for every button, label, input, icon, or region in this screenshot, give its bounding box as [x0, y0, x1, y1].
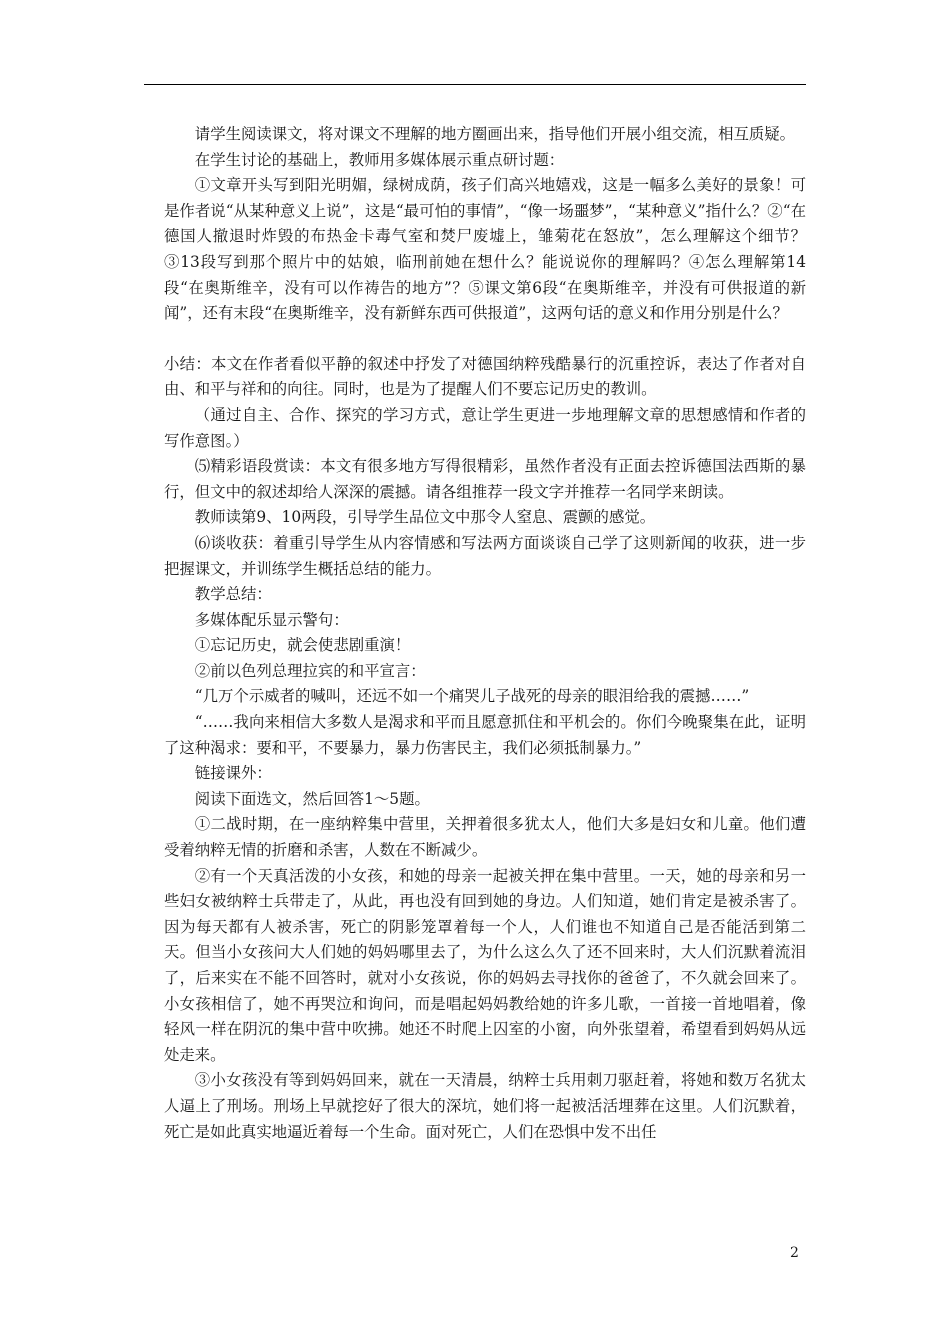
paragraph: 请学生阅读课文，将对课文不理解的地方圈画出来，指导他们开展小组交流，相互质疑。: [194, 125, 796, 143]
paragraph: 链接课外：: [194, 764, 272, 783]
paragraph: ②有一个天真活泼的小女孩，和她的母亲一起被关押在集中营里。一天，她的母亲和另一些妇女被纳粹士兵带走了，从此，再也没有回到她的身边。人们知道，她们肯定是被杀害了。因为每天都有人被杀害，死亡的阴影笼罩着每一个人，人们谁也不知道自己是否能活到第二天。但当小女孩问大人们她的妈妈哪里去了，为什么这么久了还不回来时，大人们沉默着流泪了，后来实在不能不回答时，就对小女孩说，你的妈妈去寻找你的爸爸了，不久就会回来了。小女孩相信了，她不再哭泣和询问，而是唱起妈妈教给她的许多儿歌，一首接一首地唱着，像轻风一样在阴沉的集中营中吹拂。她还不时爬上囚室的小窗，向外张望着，希望看到妈妈从远处走来。: [164, 866, 806, 1064]
quote-paragraph: “……我向来相信大多数人是渴求和平而且愿意抓住和平机会的。你们今晚聚集在此，证明了这种渴求：要和平，不要暴力，暴力伤害民主，我们必须抵制暴力。”: [164, 713, 806, 757]
paragraph: 教学总结：: [194, 585, 272, 604]
paragraph: ①文章开头写到阳光明媚，绿树成荫，孩子们高兴地嬉戏，这是一幅多么美好的景象！可是作者说“从某种意义上说”，这是“最可怕的事情”，“像一场噩梦”，“某种意义”指什么？②“在德国人撤退时炸毁的布热金卡毒气室和焚尸废墟上，雏菊花在怒放”，怎么理解这个细节？③13段写到那个照片中的姑娘，临刑前她在想什么？能说说你的理解吗？④怎么理解第14段“在奥斯维辛，没有可以作祷告的地方”？⑤课文第6段“在奥斯维辛，并没有可供报道的新闻”，还有末段“在奥斯维辛，没有新鲜东西可供报道”，这两句话的意义和作用分别是什么？: [164, 176, 806, 323]
paragraph: （通过自主、合作、探究的学习方式，意让学生更进一步地理解文章的思想感情和作者的写作意图。）: [164, 405, 806, 450]
paragraph: ①忘记历史，就会使悲剧重演！: [194, 636, 411, 655]
paragraph: ①二战时期，在一座纳粹集中营里，关押着很多犹太人，他们大多是妇女和儿童。他们遭受着纳粹无情的折磨和杀害，人数在不断减少。: [164, 815, 806, 860]
page-number: 2: [790, 1245, 799, 1261]
paragraph: ⑸精彩语段赏读：本文有很多地方写得很精彩，虽然作者没有正面去控诉德国法西斯的暴行，但文中的叙述却给人深深的震撼。请各组推荐一段文字并推荐一名同学来朗读。: [164, 457, 806, 501]
paragraph: 阅读下面选文，然后回答1～5题。: [194, 789, 430, 808]
document-body: [164, 122, 806, 1145]
paragraph: 多媒体配乐显示警句：: [194, 610, 349, 629]
paragraph: ⑹谈收获：着重引导学生从内容情感和写法两方面谈谈自己学了这则新闻的收获，进一步把握课文，并训练学生概括总结的能力。: [164, 533, 806, 578]
summary-paragraph: 小结：本文在作者看似平静的叙述中抒发了对德国纳粹残酷暴行的沉重控诉，表达了作者对自由、和平与祥和的向往。同时，也是为了提醒人们不要忘记历史的教训。: [164, 354, 806, 399]
paragraph: ③小女孩没有等到妈妈回来，就在一天清晨，纳粹士兵用刺刀驱赶着，将她和数万名犹太人逼上了刑场。刑场上早就挖好了很大的深坑，她们将一起被活活埋葬在这里。人们沉默着，死亡是如此真实地逼近着每一个生命。面对死亡，人们在恐惧中发不出任: [164, 1071, 806, 1141]
quote-paragraph: “几万个示威者的喊叫，还远不如一个痛哭儿子战死的母亲的眼泪给我的震撼……”: [194, 687, 750, 706]
paragraph: 教师读第9、10两段，引导学生品位文中那令人窒息、震颤的感觉。: [194, 508, 656, 527]
header-rule: [144, 84, 806, 85]
paragraph: ②前以色列总理拉宾的和平宣言：: [194, 661, 426, 680]
paragraph: 在学生讨论的基础上，教师用多媒体展示重点研讨题：: [194, 150, 565, 169]
